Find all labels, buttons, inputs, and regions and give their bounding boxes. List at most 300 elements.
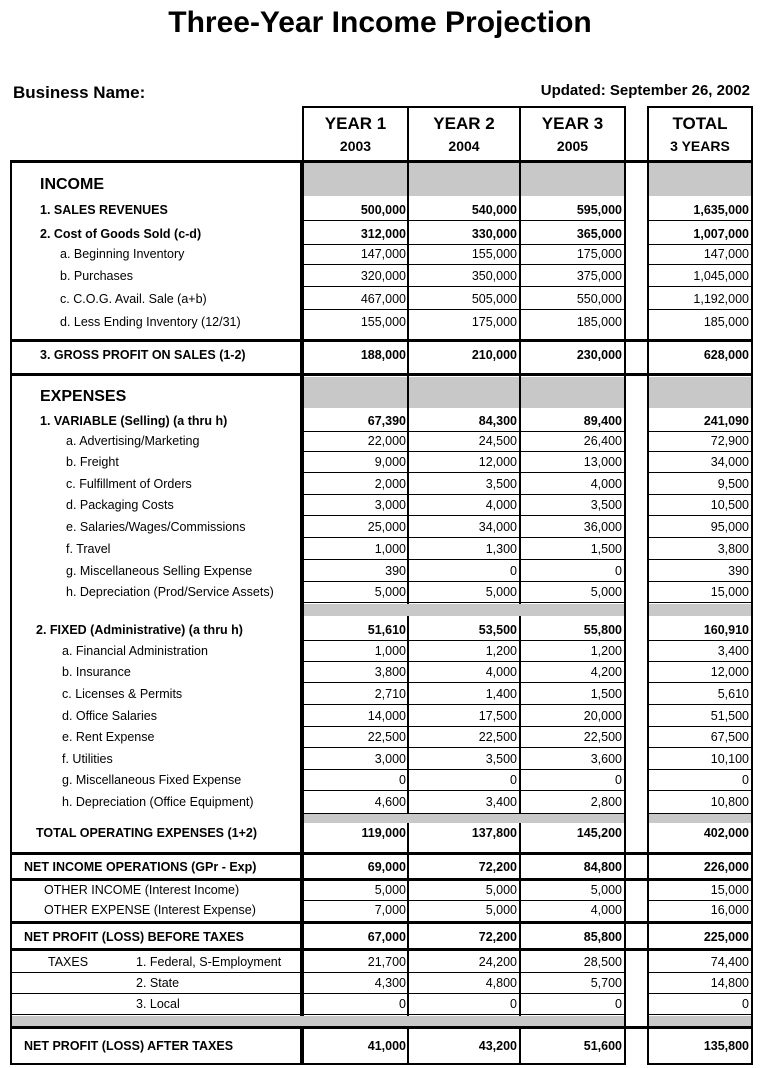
beginning-inventory-row-line-total [649, 264, 751, 265]
fixed-item-row-line-y1 [304, 704, 407, 705]
purchases-row-value-y2: 350,000 [471, 269, 517, 283]
variable-item-row-line-y2 [409, 559, 519, 560]
variable-item-row-value-y2: 5,000 [485, 585, 517, 599]
fixed-last-line-total [649, 813, 751, 814]
page-title: Three-Year Income Projection [168, 6, 592, 39]
fixed-item-row-label: e. Rent Expense [62, 730, 155, 744]
net-profit-after-taxes-row [0, 1036, 760, 1056]
cogs-row-label: 2. Cost of Goods Sold (c-d) [40, 227, 202, 241]
income-shade-y1 [304, 163, 407, 196]
variable-item-row-line-total [649, 559, 751, 560]
variable-item-row-line-y3 [521, 559, 624, 560]
variable-item-row-value-y3: 36,000 [583, 520, 622, 534]
expenses-heading: EXPENSES [40, 388, 127, 405]
variable-item-row-value-total: 10,500 [710, 498, 749, 512]
tax-row-value-y1: 4,300 [374, 976, 406, 990]
variable-item-row-line-y1 [304, 537, 407, 538]
variable-item-row-label: c. Fulfillment of Orders [66, 477, 192, 491]
tax-row-line-total [649, 1014, 751, 1015]
sales-revenues-row-value-y2: 540,000 [471, 203, 517, 217]
cog-avail-row-line-y1 [304, 309, 407, 310]
variable-item-row-value-y2: 4,000 [485, 498, 517, 512]
variable-item-row-line-total [649, 515, 751, 516]
beginning-inventory-row-value-total: 147,000 [703, 247, 749, 261]
purchases-row-line-y1 [304, 286, 407, 287]
fixed-item-row-value-y3: 1,200 [590, 644, 622, 658]
variable-item-row-value-y3: 13,000 [583, 455, 622, 469]
fixed-item-row-line-y1 [304, 682, 407, 683]
sales-revenues-row-line-y2 [409, 220, 519, 221]
fixed-item-row-line-y3 [521, 790, 624, 791]
net-profit-before-taxes-row-value-y2: 72,200 [478, 930, 517, 944]
variable-item-row-value-y3: 1,500 [590, 542, 622, 556]
net-profit-after-taxes-row-label: NET PROFIT (LOSS) AFTER TAXES [24, 1039, 234, 1053]
variable-item-row [0, 474, 760, 494]
variable-item-row-value-y3: 0 [615, 564, 622, 578]
sales-revenues-row-label: 1. SALES REVENUES [40, 203, 168, 217]
variable-item-row-value-y2: 1,300 [485, 542, 517, 556]
total-operating-expenses-row-value-y2: 137,800 [471, 826, 517, 840]
taxes-label: TAXES [48, 955, 89, 969]
variable-item-row-value-y1: 3,000 [374, 498, 406, 512]
fixed-item-row-value-y3: 20,000 [583, 709, 622, 723]
ending-inventory-row-value-y1: 155,000 [360, 315, 406, 329]
variable-item-row-line-y3 [521, 537, 624, 538]
variable-item-row [0, 495, 760, 515]
variable-item-row-label: a. Advertising/Marketing [66, 434, 200, 448]
expenses-shade-total [649, 377, 751, 408]
header-total-title: TOTAL [672, 114, 728, 133]
taxes-spacer-shade-total [649, 1016, 751, 1026]
gross-profit-row [0, 345, 760, 365]
variable-spacer-shade-total [649, 604, 751, 616]
sales-revenues-row-value-y3: 595,000 [576, 203, 622, 217]
gross-profit-row-label: 3. GROSS PROFIT ON SALES (1-2) [40, 348, 246, 362]
fixed-item-row [0, 749, 760, 769]
fixed-item-row-value-y1: 14,000 [367, 709, 406, 723]
variable-item-row-value-y1: 390 [385, 564, 406, 578]
cog-avail-row-line-total [649, 309, 751, 310]
variable-item-row-value-y2: 24,500 [478, 434, 517, 448]
variable-item-row [0, 431, 760, 451]
beginning-inventory-row-label: a. Beginning Inventory [60, 247, 185, 261]
variable-item-row-line-total [649, 537, 751, 538]
net-income-operations-row-value-total: 226,000 [703, 860, 749, 874]
purchases-row-line-y3 [521, 286, 624, 287]
gross-profit-row-value-y1: 188,000 [360, 348, 406, 362]
cog-avail-row [0, 289, 760, 309]
fixed-item-row-label: c. Licenses & Permits [62, 687, 183, 701]
header-year1-sub: 2003 [339, 138, 372, 154]
header-year2-sub: 2004 [448, 138, 480, 154]
fixed-item-row-line-total [649, 704, 751, 705]
tax-row-label: 2. State [136, 976, 180, 990]
variable-item-row-value-total: 9,500 [717, 477, 749, 491]
variable-item-row-line-y1 [304, 515, 407, 516]
ending-inventory-row [0, 312, 760, 332]
net-income-operations-row [0, 857, 760, 877]
fixed-spacer-shade-total [649, 813, 751, 823]
tax-row-line-y3 [521, 1014, 624, 1015]
cogs-row [0, 224, 760, 244]
cogs-row-value-y3: 365,000 [576, 227, 622, 241]
tax-row-label: 1. Federal, S-Employment [136, 955, 282, 969]
total-operating-expenses-row-value-y3: 145,200 [576, 826, 622, 840]
variable-expense-row-value-y3: 89,400 [583, 414, 622, 428]
variable-item-row-line-y1 [304, 559, 407, 560]
net-income-operations-row-label: NET INCOME OPERATIONS (GPr - Exp) [24, 860, 257, 874]
variable-item-row-value-y2: 0 [510, 564, 517, 578]
header-total [647, 106, 753, 154]
fixed-item-row-value-y2: 1,200 [485, 644, 517, 658]
cog-avail-row-value-total: 1,192,000 [693, 292, 749, 306]
variable-item-row-value-y3: 3,500 [590, 498, 622, 512]
ending-inventory-row-value-y3: 185,000 [576, 315, 622, 329]
variable-item-row-value-total: 34,000 [710, 455, 749, 469]
fixed-item-row-value-y1: 0 [399, 773, 406, 787]
fixed-last-line [304, 813, 624, 814]
tax-row-value-y1: 21,700 [367, 955, 406, 969]
purchases-row [0, 266, 760, 286]
variable-item-row [0, 561, 760, 581]
purchases-row-line-total [649, 286, 751, 287]
income-shade-y3 [521, 163, 624, 196]
income-bottom-divider [10, 339, 753, 342]
variable-expense-row-value-total: 241,090 [703, 414, 749, 428]
header-year2-title: YEAR 2 [433, 114, 495, 133]
fixed-item-row-value-y2: 22,500 [478, 730, 517, 744]
variable-item-row-line-y3 [521, 515, 624, 516]
cogs-row-value-y2: 330,000 [471, 227, 517, 241]
taxes-spacer-shade [12, 1016, 624, 1026]
sales-revenues-row-value-y1: 500,000 [360, 203, 406, 217]
net-profit-before-taxes-row-label: NET PROFIT (LOSS) BEFORE TAXES [24, 930, 244, 944]
fixed-item-row-line-y1 [304, 747, 407, 748]
tax-row-line-y2 [409, 1014, 519, 1015]
header-total-sub: 3 YEARS [670, 138, 730, 154]
fixed-item-row-value-y2: 0 [510, 773, 517, 787]
net-profit-after-taxes-row-value-y3: 51,600 [583, 1039, 622, 1053]
before-taxes-divider [10, 948, 753, 951]
other-expense-row-value-y2: 5,000 [485, 903, 517, 917]
fixed-item-row-value-total: 10,100 [710, 752, 749, 766]
business-name-label: Business Name: [13, 83, 146, 102]
net-profit-after-taxes-row-value-y1: 41,000 [367, 1039, 406, 1053]
expenses-shade-y3 [521, 377, 624, 408]
header-year1 [302, 106, 409, 154]
sales-revenues-row-line-y1 [304, 220, 407, 221]
income-heading: INCOME [40, 176, 104, 193]
variable-item-row-value-y2: 3,500 [485, 477, 517, 491]
cogs-row-value-total: 1,007,000 [693, 227, 749, 241]
fixed-item-row [0, 792, 760, 812]
fixed-item-row-line-y3 [521, 704, 624, 705]
tax-row-value-y2: 24,200 [478, 955, 517, 969]
other-expense-row [0, 900, 760, 920]
variable-item-row [0, 452, 760, 472]
fixed-item-row-label: b. Insurance [62, 665, 131, 679]
fixed-item-row-label: d. Office Salaries [62, 709, 157, 723]
beginning-inventory-row-value-y2: 155,000 [471, 247, 517, 261]
fixed-item-row-value-y1: 3,000 [374, 752, 406, 766]
variable-item-row-value-y1: 2,000 [374, 477, 406, 491]
tax-row-label-line [12, 1014, 302, 1015]
purchases-row-value-y3: 375,000 [576, 269, 622, 283]
expenses-shade-y1 [304, 377, 407, 408]
fixed-item-row-value-y1: 4,600 [374, 795, 406, 809]
fixed-item-row-line-total [649, 682, 751, 683]
variable-expense-row-value-y2: 84,300 [478, 414, 517, 428]
variable-item-row-value-y1: 5,000 [374, 585, 406, 599]
purchases-row-line-y2 [409, 286, 519, 287]
fixed-item-row [0, 727, 760, 747]
beginning-inventory-row-line-y1 [304, 264, 407, 265]
fixed-expense-row-value-y2: 53,500 [478, 623, 517, 637]
fixed-item-row-line-total [649, 747, 751, 748]
cogs-row-value-y1: 312,000 [360, 227, 406, 241]
fixed-item-row-line-y2 [409, 790, 519, 791]
purchases-row-value-y1: 320,000 [360, 269, 406, 283]
gross-profit-row-value-total: 628,000 [703, 348, 749, 362]
variable-item-row-line-y1 [304, 602, 407, 603]
variable-item-row-line-y2 [409, 472, 519, 473]
variable-item-row-value-total: 3,800 [717, 542, 749, 556]
beginning-inventory-row-value-y1: 147,000 [360, 247, 406, 261]
variable-item-row-label: f. Travel [66, 542, 111, 556]
fixed-expense-row [0, 620, 760, 640]
variable-item-row-value-y2: 34,000 [478, 520, 517, 534]
other-expense-divider [10, 921, 753, 924]
tax-row [0, 973, 760, 993]
cog-avail-row-label: c. C.O.G. Avail. Sale (a+b) [60, 292, 207, 306]
other-expense-row-value-y3: 4,000 [590, 903, 622, 917]
net-profit-after-taxes-row-value-y2: 43,200 [478, 1039, 517, 1053]
gross-profit-divider [10, 373, 753, 376]
variable-spacer-shade [304, 604, 624, 616]
variable-item-row [0, 582, 760, 602]
variable-item-row-value-y1: 25,000 [367, 520, 406, 534]
other-income-row-value-y2: 5,000 [485, 883, 517, 897]
fixed-item-row-value-total: 10,800 [710, 795, 749, 809]
fixed-item-row-line-y1 [304, 790, 407, 791]
variable-item-row [0, 517, 760, 537]
updated-date: Updated: September 26, 2002 [540, 82, 750, 99]
fixed-expense-row-value-y1: 51,610 [367, 623, 406, 637]
fixed-item-row-label: a. Financial Administration [62, 644, 208, 658]
variable-item-row-value-y1: 9,000 [374, 455, 406, 469]
beginning-inventory-row [0, 244, 760, 264]
fixed-item-row-line-y2 [409, 682, 519, 683]
cog-avail-row-line-y3 [521, 309, 624, 310]
ending-inventory-row-label: d. Less Ending Inventory (12/31) [60, 315, 241, 329]
fixed-item-row-value-y1: 3,800 [374, 665, 406, 679]
fixed-item-row-value-total: 51,500 [710, 709, 749, 723]
fixed-item-row-value-total: 0 [742, 773, 749, 787]
fixed-item-row [0, 684, 760, 704]
net-income-operations-row-value-y3: 84,800 [583, 860, 622, 874]
fixed-item-row-value-total: 5,610 [717, 687, 749, 701]
fixed-item-row-line-y3 [521, 682, 624, 683]
tax-row [0, 952, 760, 972]
variable-item-row-label: h. Depreciation (Prod/Service Assets) [66, 585, 274, 599]
fixed-item-row-value-y1: 22,500 [367, 730, 406, 744]
variable-item-row-line-y3 [521, 602, 624, 603]
variable-item-row-line-total [649, 472, 751, 473]
purchases-row-label: b. Purchases [60, 269, 133, 283]
variable-item-row-value-y1: 22,000 [367, 434, 406, 448]
total-operating-expenses-row-value-y1: 119,000 [361, 826, 406, 840]
fixed-item-row-value-total: 67,500 [710, 730, 749, 744]
total-operating-expenses-row-value-total: 402,000 [703, 826, 749, 840]
header-year1-title: YEAR 1 [324, 114, 387, 133]
expenses-shade-y2 [409, 377, 519, 408]
net-profit-before-taxes-row-value-total: 225,000 [703, 930, 749, 944]
variable-item-row-value-total: 95,000 [710, 520, 749, 534]
fixed-item-row-value-y2: 4,000 [485, 665, 517, 679]
fixed-item-row-line-total [649, 790, 751, 791]
variable-item-row-line-y3 [521, 472, 624, 473]
variable-item-row-value-total: 390 [728, 564, 749, 578]
other-expense-row-label: OTHER EXPENSE (Interest Expense) [44, 903, 256, 917]
tax-row-value-y1: 0 [399, 997, 406, 1011]
tax-row-value-total: 0 [742, 997, 749, 1011]
variable-item-row-value-y1: 1,000 [374, 542, 406, 556]
net-income-operations-row-value-y1: 69,000 [367, 860, 406, 874]
fixed-spacer-shade [304, 813, 624, 823]
purchases-row-value-total: 1,045,000 [693, 269, 749, 283]
fixed-item-row-value-y2: 3,500 [485, 752, 517, 766]
total-opex-divider [10, 852, 753, 855]
fixed-item-row-value-y3: 2,800 [590, 795, 622, 809]
other-expense-row-value-y1: 7,000 [374, 903, 406, 917]
net-profit-after-taxes-row-value-total: 135,800 [703, 1039, 749, 1053]
variable-item-row-label: b. Freight [66, 455, 119, 469]
tax-row [0, 994, 760, 1014]
fixed-item-row-label: f. Utilities [62, 752, 113, 766]
variable-item-row-value-total: 15,000 [710, 585, 749, 599]
income-shade-y2 [409, 163, 519, 196]
variable-item-row-value-y3: 4,000 [590, 477, 622, 491]
tax-row-value-total: 14,800 [710, 976, 749, 990]
variable-item-row-label: e. Salaries/Wages/Commissions [66, 520, 246, 534]
tax-row-value-y3: 28,500 [583, 955, 622, 969]
fixed-item-row-line-y3 [521, 747, 624, 748]
fixed-item-row-value-y3: 3,600 [590, 752, 622, 766]
sales-revenues-row-value-total: 1,635,000 [693, 203, 749, 217]
variable-item-row-line-y1 [304, 472, 407, 473]
fixed-item-row [0, 770, 760, 790]
variable-item-row-line-y2 [409, 602, 519, 603]
fixed-item-row-value-y1: 2,710 [374, 687, 406, 701]
total-operating-expenses-row-label: TOTAL OPERATING EXPENSES (1+2) [36, 826, 257, 840]
variable-item-row-value-y2: 12,000 [478, 455, 517, 469]
fixed-item-row-value-y2: 3,400 [485, 795, 517, 809]
fixed-item-row-value-y3: 0 [615, 773, 622, 787]
fixed-item-row-line-y2 [409, 747, 519, 748]
ending-inventory-row-value-total: 185,000 [703, 315, 749, 329]
other-income-row-label: OTHER INCOME (Interest Income) [44, 883, 240, 897]
variable-expense-row-label: 1. VARIABLE (Selling) (a thru h) [40, 414, 228, 428]
variable-item-row-line-y2 [409, 515, 519, 516]
other-income-row-value-y1: 5,000 [374, 883, 406, 897]
fixed-item-row-value-y3: 4,200 [590, 665, 622, 679]
fixed-item-row [0, 662, 760, 682]
header-year3 [519, 106, 626, 154]
other-income-row-value-total: 15,000 [710, 883, 749, 897]
fixed-item-row-value-y1: 1,000 [374, 644, 406, 658]
beginning-inventory-row-value-y3: 175,000 [576, 247, 622, 261]
tax-row-line-y1 [304, 1014, 407, 1015]
fixed-item-row [0, 706, 760, 726]
beginning-inventory-row-line-y3 [521, 264, 624, 265]
tax-row-label: 3. Local [136, 997, 180, 1011]
variable-expense-row [0, 411, 760, 431]
cog-avail-row-value-y2: 505,000 [471, 292, 517, 306]
fixed-item-row [0, 641, 760, 661]
cog-avail-row-line-y2 [409, 309, 519, 310]
income-shade-total [649, 163, 751, 196]
net-profit-before-taxes-row-value-y3: 85,800 [583, 930, 622, 944]
variable-item-row-value-total: 72,900 [710, 434, 749, 448]
cog-avail-row-value-y3: 550,000 [576, 292, 622, 306]
sales-revenues-row [0, 200, 760, 220]
variable-item-row [0, 539, 760, 559]
other-expense-row-value-total: 16,000 [710, 903, 749, 917]
fixed-item-row-value-y2: 17,500 [478, 709, 517, 723]
variable-item-row-label: d. Packaging Costs [66, 498, 174, 512]
sales-revenues-row-line-y3 [521, 220, 624, 221]
fixed-item-row-label: g. Miscellaneous Fixed Expense [62, 773, 242, 787]
header-year3-sub: 2005 [556, 138, 589, 154]
fixed-expense-row-value-total: 160,910 [703, 623, 749, 637]
total-operating-expenses-row [0, 823, 760, 843]
gross-profit-row-value-y2: 210,000 [471, 348, 517, 362]
fixed-item-row-value-total: 3,400 [717, 644, 749, 658]
gross-profit-row-value-y3: 230,000 [576, 348, 622, 362]
variable-item-row-value-y3: 5,000 [590, 585, 622, 599]
fixed-item-row-line-y2 [409, 704, 519, 705]
tax-row-value-total: 74,400 [710, 955, 749, 969]
tax-row-value-y3: 0 [615, 997, 622, 1011]
fixed-expense-row-label: 2. FIXED (Administrative) (a thru h) [36, 623, 243, 637]
tax-row-value-y2: 4,800 [485, 976, 517, 990]
header-year2 [407, 106, 521, 154]
net-income-operations-row-value-y2: 72,200 [478, 860, 517, 874]
other-income-row-value-y3: 5,000 [590, 883, 622, 897]
net-profit-before-taxes-row-value-y1: 67,000 [367, 930, 406, 944]
tax-row-value-y3: 5,700 [590, 976, 622, 990]
variable-item-row-label: g. Miscellaneous Selling Expense [66, 564, 253, 578]
variable-item-row-value-y3: 26,400 [583, 434, 622, 448]
other-income-row [0, 880, 760, 900]
variable-item-row-line-total [649, 602, 751, 603]
variable-item-row-line-y2 [409, 537, 519, 538]
fixed-item-row-value-total: 12,000 [710, 665, 749, 679]
taxes-bottom-divider [10, 1026, 753, 1029]
variable-expense-row-value-y1: 67,390 [367, 414, 406, 428]
cog-avail-row-value-y1: 467,000 [360, 292, 406, 306]
beginning-inventory-row-line-y2 [409, 264, 519, 265]
ending-inventory-row-value-y2: 175,000 [471, 315, 517, 329]
tax-row-value-y2: 0 [510, 997, 517, 1011]
header-year3-title: YEAR 3 [541, 114, 604, 133]
fixed-item-row-value-y3: 1,500 [590, 687, 622, 701]
net-profit-before-taxes-row [0, 927, 760, 947]
fixed-item-row-label: h. Depreciation (Office Equipment) [62, 795, 254, 809]
sales-revenues-row-line-total [649, 220, 751, 221]
fixed-expense-row-value-y3: 55,800 [583, 623, 622, 637]
fixed-item-row-value-y3: 22,500 [583, 730, 622, 744]
